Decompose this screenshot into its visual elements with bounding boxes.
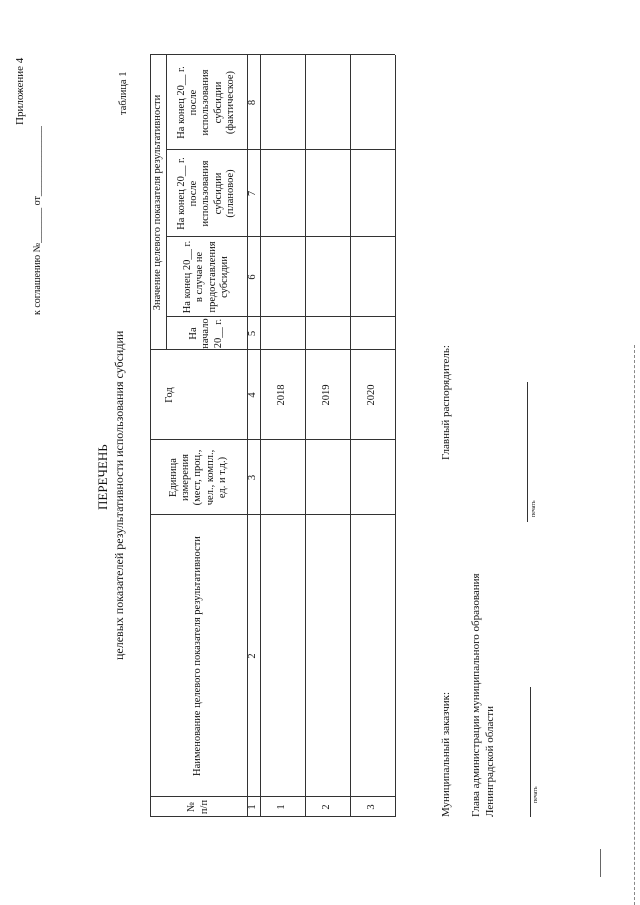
header-unit: Единица измерения (мест, проц., чел., компл., ед. и т.д.) xyxy=(168,449,228,506)
column-number-3: 3 xyxy=(247,474,259,481)
row-year: 2020 xyxy=(366,384,378,406)
head-of-administration-line1: Глава администрации муниципального образования xyxy=(470,573,482,817)
seal-label-right: печать xyxy=(531,500,537,517)
row-number: 2 xyxy=(321,804,333,810)
header-indicator-name: Наименование целевого показателя результативности xyxy=(192,536,204,776)
document-title: ПЕРЕЧЕНЬ xyxy=(95,444,110,510)
row-number: 1 xyxy=(276,804,288,810)
header-year: Год xyxy=(163,387,175,403)
header-end-actual: На конец 20__ г. после использования субсидии (фактическое) xyxy=(176,66,236,139)
agreement-label: к соглашению №_______ от______________ xyxy=(32,126,43,315)
column-number-2: 2 xyxy=(247,653,259,659)
row-year: 2018 xyxy=(276,384,288,406)
municipal-customer-label: Муниципальный заказчик: xyxy=(440,691,452,817)
appendix-label: Приложение 4 xyxy=(14,57,26,125)
chief-distributor-label: Главный распорядитель: xyxy=(440,345,452,460)
scan-mark xyxy=(600,849,601,877)
seal-label-left: печать xyxy=(533,786,539,803)
column-number-6: 6 xyxy=(247,274,259,280)
column-number-8: 8 xyxy=(247,99,259,106)
row-number: 3 xyxy=(366,804,378,810)
header-end-no-subsidy: На конец 20__ г. в случае не предоставления субсидии xyxy=(182,240,230,314)
column-number-5: 5 xyxy=(247,330,259,337)
column-number-1: 1 xyxy=(247,804,259,810)
header-start-value: На начало 20__ г. xyxy=(188,318,224,349)
column-number-4: 4 xyxy=(247,392,259,398)
header-indicator-value-group: Значение целевого показателя результативности xyxy=(151,94,163,311)
head-of-administration-line2: Ленинградской области xyxy=(484,706,496,817)
row-year: 2019 xyxy=(321,384,333,406)
document-subtitle: целевых показателей результативности использования субсидии xyxy=(112,330,126,660)
table-number: таблица 1 xyxy=(118,71,129,115)
column-number-7: 7 xyxy=(247,190,259,197)
scan-edge-line xyxy=(634,345,635,905)
header-end-planned: На конец 20__ г. после использования субсидии (плановое) xyxy=(176,157,236,230)
header-number: № п/п xyxy=(186,799,210,815)
